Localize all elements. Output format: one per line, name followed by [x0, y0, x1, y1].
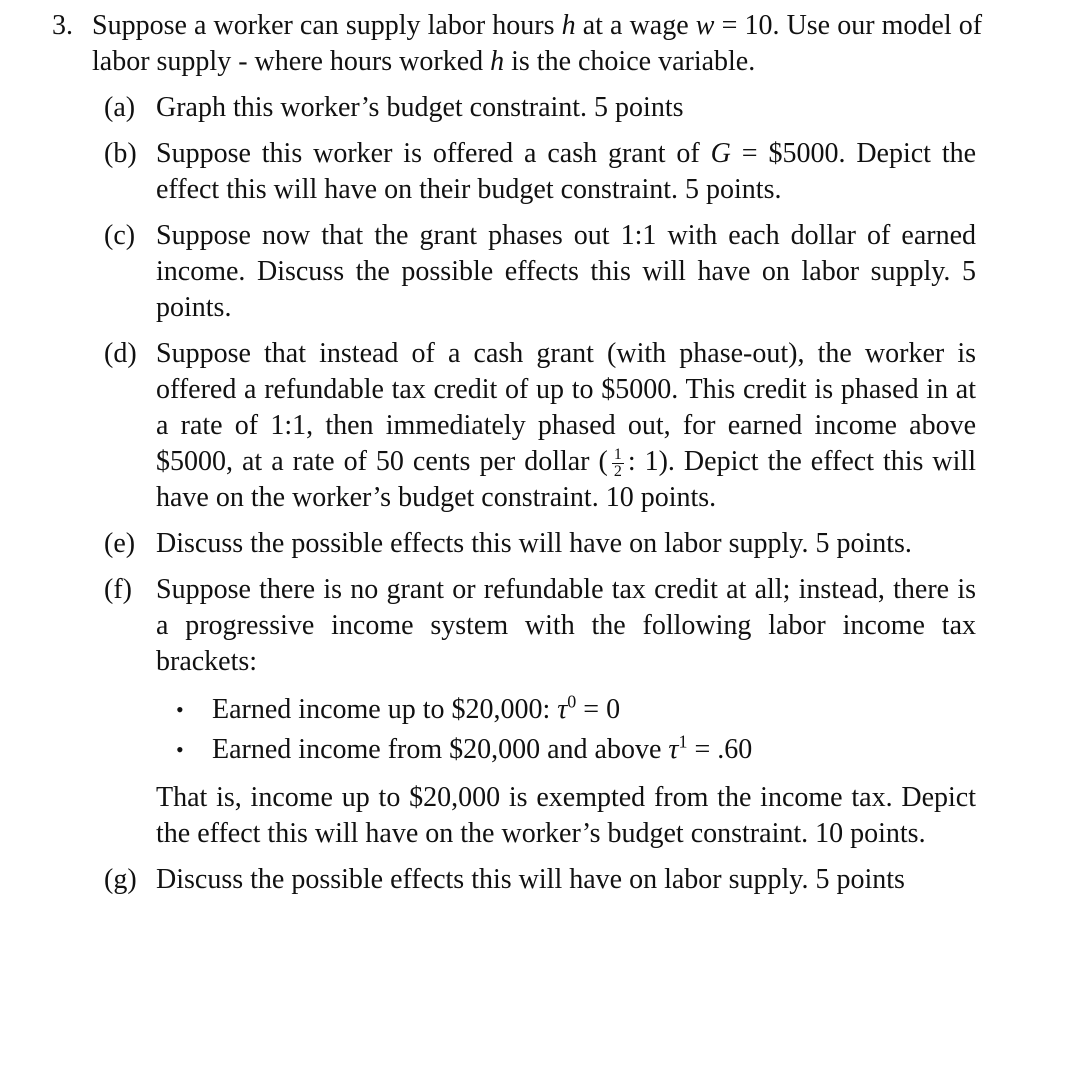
part-e-label: (e): [104, 528, 136, 560]
part-g-text: Discuss the possible effects this will have on labor supply. 5 points: [156, 864, 905, 896]
var-w: w: [695, 10, 715, 41]
question-number: 3.: [52, 10, 73, 41]
fraction-numerator: 1: [613, 446, 622, 464]
part-g: [104, 862, 976, 898]
prompt-line2-end: is the choice variable.: [511, 46, 756, 77]
part-a-text: Graph this worker’s budget constraint. 5 points: [156, 92, 684, 123]
part-b-text-start: Suppose this worker is offered a cash grant of: [156, 138, 700, 169]
part-b-text-end: $5000. Depict the effect this will have on their budget constraint. 5 points.: [156, 138, 977, 205]
fraction-one-half: [612, 447, 624, 480]
question-prompt: [92, 8, 982, 80]
part-c-text: Suppose now that the grant phases out 1:1 with each dollar of earned income. Discuss the possible effects this will have on labor supply. 5 points.: [156, 220, 976, 323]
question-3: [52, 8, 982, 908]
part-b-label: (b): [104, 138, 137, 169]
tax-bracket-0-content: [212, 692, 620, 728]
tax-bracket-0-text: Earned income up to $20,000:: [212, 694, 551, 726]
tax-rate-superscript: 1: [678, 731, 688, 752]
prompt-at-wage: at a wage: [582, 10, 689, 41]
part-d-body: [156, 336, 976, 516]
tax-bracket-0-value: 0: [606, 694, 621, 726]
part-a-label: (a): [104, 92, 136, 123]
fraction-denominator: 2: [613, 463, 622, 481]
tax-bracket-1-equals: =: [694, 734, 711, 766]
part-d-text-start: Suppose that instead of a cash grant (with phase-out), the worker is offered a refundable tax credit of up to $5000. This credit is phased in at a rate of 1:1, then immediately phased out, for earned income above $5000, at a rate of 50 cents per dollar (: [156, 338, 976, 477]
part-f-label: (f): [104, 574, 132, 606]
part-e-text: Discuss the possible effects this will have on labor supply. 5 points.: [156, 528, 912, 560]
tax-rate-symbol: τ: [668, 734, 679, 766]
tax-rate-symbol: τ: [557, 694, 568, 726]
part-f-text: Suppose there is no grant or refundable tax credit at all; instead, there is a progressive income system with the following labor income tax brackets:: [156, 574, 976, 678]
part-g-label: (g): [104, 864, 137, 896]
part-c: [104, 218, 976, 326]
tax-rate-superscript: 0: [567, 691, 577, 712]
part-b-equals: =: [741, 138, 758, 169]
var-g: G: [710, 138, 731, 169]
part-e: [104, 526, 976, 562]
wage-value: 10. Use our: [744, 10, 875, 41]
var-h: h: [561, 10, 576, 41]
prompt-line2: model of labor supply - where hours worked: [92, 10, 983, 77]
part-d: [104, 336, 976, 516]
tax-bracket-1-text: Earned income from $20,000 and above: [212, 734, 662, 766]
tax-bracket-1-value: .60: [717, 734, 753, 766]
tax-bracket-0-equals: =: [583, 694, 600, 726]
part-f-after: That is, income up to $20,000 is exempted from the income tax. Depict the effect this will have on the worker’s budget constraint. 10 points.: [156, 782, 976, 850]
equals-sign: =: [721, 10, 738, 41]
part-f: [104, 572, 976, 852]
sub-questions: [104, 90, 976, 898]
tax-bracket-1: [176, 732, 976, 768]
part-a: [104, 90, 976, 126]
prompt-line1: Suppose a worker can supply labor hours: [92, 10, 555, 41]
question-header: [52, 8, 982, 80]
part-c-label: (c): [104, 220, 136, 251]
part-b: [104, 136, 976, 208]
part-d-label: (d): [104, 338, 137, 369]
var-h-2: h: [490, 46, 505, 77]
part-b-body: [156, 136, 976, 208]
part-f-body: [156, 572, 976, 852]
part-d-text-end: : 1). Depict the effect this will have on the worker’s budget constraint. 10 points.: [156, 446, 976, 514]
tax-bracket-0: [176, 692, 976, 728]
tax-bracket-1-content: [212, 732, 752, 768]
tax-brackets-list: [176, 692, 976, 768]
bullet-icon: •: [176, 737, 184, 763]
bullet-icon: •: [176, 697, 184, 723]
